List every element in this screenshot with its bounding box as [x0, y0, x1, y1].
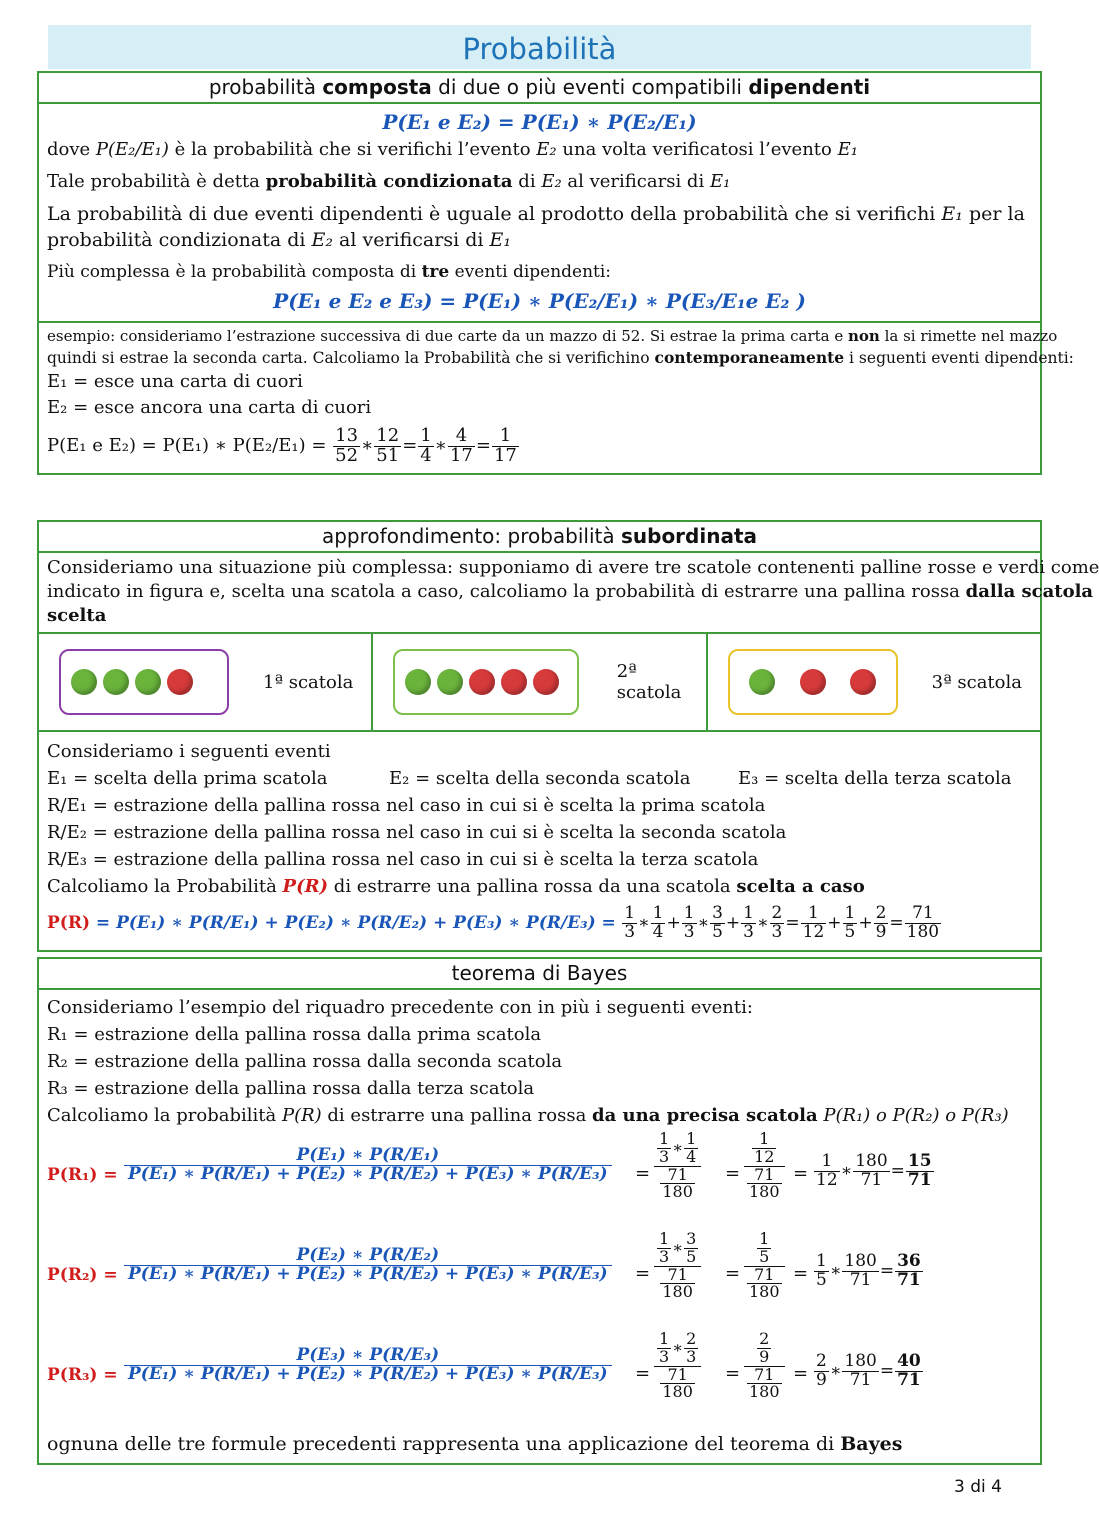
red-ball: [501, 669, 527, 695]
bayes-formulas: [47, 1129, 1032, 1429]
red-ball: [167, 669, 193, 695]
green-ball: [135, 669, 161, 695]
bayes-main-fraction: $\frac{\text{P(E₃) ∗ P(R/E₃)}}{\text{P(E₁) ∗ P(R/E₁) + P(E₂) ∗ P(R/E₂) + P(E₃) ∗ P(R/E₃)}}$: [124, 1347, 612, 1384]
bayes-calc: Calcoliamo la probabilità P(R) di estrarre una pallina rossa da una precisa scatola P(R₁) o P(R₂) o P(R₃): [47, 1105, 1009, 1126]
green-ball: [103, 669, 129, 695]
text-prodotto: La probabilità di due eventi dipendenti è uguale al prodotto della probabilità che si verifichi E₁ per la: [47, 203, 1025, 225]
scatola-2: [373, 634, 707, 730]
formula-main: P(E₁ e E₂) = P(E₁) ∗ P(E₂/E₁): [382, 110, 697, 134]
bayes-footer: ognuna delle tre formule precedenti rappresenta una applicazione del teorema di Bayes: [47, 1433, 903, 1455]
bayes-compound-fraction: $\frac{1}{3}$ ∗ $\frac{2}{3}$ $\frac{71}{180}$: [654, 1331, 701, 1401]
box-teorema-bayes: [37, 957, 1042, 1465]
box-header: teorema di Bayes: [39, 959, 1040, 990]
bayes-lhs: P(R₃) =: [47, 1365, 118, 1385]
bayes-r3: R₃ = estrazione della pallina rossa dalla terza scatola: [47, 1078, 535, 1099]
scatola-1: [39, 634, 373, 730]
example-section: [39, 323, 1074, 473]
formula-tre: P(E₁ e E₂ e E₃) = P(E₁) ∗ P(E₂/E₁) ∗ P(E₃/E₁e E₂ ): [273, 289, 806, 313]
green-ball: [71, 669, 97, 695]
page-number: 3 di 4: [954, 1477, 1002, 1497]
text-dove: dove P(E₂/E₁) è la probabilità che si verifichi l’evento E₂ una volta verificatosi l’evento E₁: [47, 139, 858, 160]
calc-line: Calcoliamo la Probabilità P(R) di estrarre una pallina rossa da una scatola scelta a caso: [47, 876, 865, 897]
bayes-lhs: P(R₂) =: [47, 1265, 118, 1285]
scatola-3-box: [728, 649, 898, 715]
bayes-row-3: P(R₃) = $\frac{\text{P(E₃) ∗ P(R/E₃)}}{\text{P(E₁) ∗ P(R/E₁) + P(E₂) ∗ P(R/E₂) + P(E₃) ∗ P(R/E₃)}}$ = $\frac{1}{3}$ ∗ $\frac{2}{3}$ $\frac{71}{180}$ = $\frac{\frac{2}{9}}{\frac{71}{180}}$ = $\frac{2}{9}$ ∗ $\frac{180}{71}$ = $\frac{40}{71}$: [47, 1329, 1032, 1429]
intro-section: [39, 553, 1099, 634]
intro-line-1: Consideriamo una situazione più complessa: supponiamo di avere tre scatole contenenti palline rosse e verdi come: [47, 557, 1099, 578]
intro-line-2: indicato in figura e, scelta una scatola a caso, calcoliamo la probabilità di estrarre una pallina rossa dalla scatola: [47, 581, 1094, 602]
red-ball: [800, 669, 826, 695]
example-calculation: P(E₁ e E₂) = P(E₁) ∗ P(E₂/E₁) = $\frac{13}{52}$ ∗ $\frac{12}{51}$ = $\frac{1}{4}$ ∗ $\frac{4}{17}$ = $\frac{1}{17}$: [47, 424, 517, 466]
red-ball: [533, 669, 559, 695]
bayes-main-fraction: $\frac{\text{P(E₁) ∗ P(R/E₁)}}{\text{P(E₁) ∗ P(R/E₁) + P(E₂) ∗ P(R/E₂) + P(E₃) ∗ P(R/E₃)}}$: [124, 1147, 612, 1184]
box-header: approfondimento: probabilità subordinata: [39, 522, 1040, 553]
event-e2: E₂ = esce ancora una carta di cuori: [47, 397, 372, 418]
example-line-1: esempio: consideriamo l’estrazione successiva di due carte da un mazzo di 52. Si estrae la prima carta e non la si rimette nel mazzo: [47, 327, 1058, 345]
bayes-product: $\frac{1}{12}$ ∗ $\frac{180}{71}$ = $\frac{15}{71}$: [816, 1151, 932, 1190]
event-e1: E₁ = esce una carta di cuori: [47, 371, 303, 392]
events-section: [39, 732, 1040, 950]
bayes-r2: R₂ = estrazione della pallina rossa dalla seconda scatola: [47, 1051, 563, 1072]
box-probabilita-composta: [37, 71, 1074, 475]
bayes-simplified-fraction: $\frac{\frac{1}{12}}{\frac{71}{180}}$: [744, 1131, 785, 1201]
green-ball: [437, 669, 463, 695]
bayes-product: $\frac{1}{5}$ ∗ $\frac{180}{71}$ = $\frac{36}{71}$: [816, 1251, 921, 1290]
bayes-intro: Consideriamo l’esempio del riquadro precedente con in più i seguenti eventi:: [47, 997, 753, 1018]
bayes-simplified-fraction: $\frac{\frac{2}{9}}{\frac{71}{180}}$: [744, 1331, 785, 1401]
bayes-simplified-fraction: $\frac{\frac{1}{5}}{\frac{71}{180}}$: [744, 1231, 785, 1301]
text-prodotto-2: probabilità condizionata di E₂ al verificarsi di E₁: [47, 229, 511, 251]
box-probabilita-subordinata: [37, 520, 1099, 952]
bayes-product: $\frac{2}{9}$ ∗ $\frac{180}{71}$ = $\frac{40}{71}$: [816, 1351, 921, 1390]
bayes-r1: R₁ = estrazione della pallina rossa dalla prima scatola: [47, 1024, 542, 1045]
green-ball: [405, 669, 431, 695]
boxes-figure: [39, 634, 1040, 732]
scatola-1-box: [59, 649, 229, 715]
text-tre: Più complessa è la probabilità composta di tre eventi dipendenti:: [47, 262, 612, 282]
bayes-row-1: P(R₁) = $\frac{\text{P(E₁) ∗ P(R/E₁)}}{\text{P(E₁) ∗ P(R/E₁) + P(E₂) ∗ P(R/E₂) + P(E₃) ∗ P(R/E₃)}}$ = $\frac{1}{3}$ ∗ $\frac{1}{4}$ $\frac{71}{180}$ = $\frac{\frac{1}{12}}{\frac{71}{180}}$ = $\frac{1}{12}$ ∗ $\frac{180}{71}$ = $\frac{15}{71}$: [47, 1129, 1032, 1229]
scatola-3-label: 3ª scatola: [931, 671, 1022, 693]
intro-line-3: scelta: [47, 605, 107, 626]
definition-section: [39, 104, 1040, 323]
bayes-compound-fraction: $\frac{1}{3}$ ∗ $\frac{3}{5}$ $\frac{71}{180}$: [654, 1231, 701, 1301]
events-intro: Consideriamo i seguenti eventi: [47, 741, 331, 762]
pr-formula: P(R) = P(E₁) ∗ P(R/E₁) + P(E₂) ∗ P(R/E₂) + P(E₃) ∗ P(R/E₃) = $\frac{1}{3}$ ∗ $\frac{1}{4}$ + $\frac{1}{3}$ ∗ $\frac{3}{5}$ + $\frac{1}{3}$ ∗ $\frac{2}{3}$ = $\frac{1}{12}$ + $\frac{1}{5}$ + $\frac{2}{9}$ = $\frac{71}{180}$: [47, 903, 940, 942]
page-title: Probabilità: [48, 25, 1031, 69]
event-r3: R/E₃ = estrazione della pallina rossa nel caso in cui si è scelta la terza scatola: [47, 849, 759, 870]
scatola-3: [708, 634, 1040, 730]
red-ball: [850, 669, 876, 695]
bayes-main-fraction: $\frac{\text{P(E₂) ∗ P(R/E₂)}}{\text{P(E₁) ∗ P(R/E₁) + P(E₂) ∗ P(R/E₂) + P(E₃) ∗ P(R/E₃)}}$: [124, 1247, 612, 1284]
box-header: probabilità composta di due o più eventi compatibili dipendenti: [39, 73, 1040, 104]
event-r1: R/E₁ = estrazione della pallina rossa nel caso in cui si è scelta la prima scatola: [47, 795, 766, 816]
scatola-2-label: 2ª scatola: [616, 661, 682, 703]
red-ball: [469, 669, 495, 695]
scatola-2-box: [393, 649, 578, 715]
scatola-1-label: 1ª scatola: [263, 671, 354, 693]
event-r2: R/E₂ = estrazione della pallina rossa nel caso in cui si è scelta la seconda scatola: [47, 822, 787, 843]
bayes-section: [39, 990, 1040, 1463]
bayes-compound-fraction: $\frac{1}{3}$ ∗ $\frac{1}{4}$ $\frac{71}{180}$: [654, 1131, 701, 1201]
text-tale: Tale probabilità è detta probabilità condizionata di E₂ al verificarsi di E₁: [47, 171, 731, 192]
bayes-row-2: P(R₂) = $\frac{\text{P(E₂) ∗ P(R/E₂)}}{\text{P(E₁) ∗ P(R/E₁) + P(E₂) ∗ P(R/E₂) + P(E₃) ∗ P(R/E₃)}}$ = $\frac{1}{3}$ ∗ $\frac{3}{5}$ $\frac{71}{180}$ = $\frac{\frac{1}{5}}{\frac{71}{180}}$ = $\frac{1}{5}$ ∗ $\frac{180}{71}$ = $\frac{36}{71}$: [47, 1229, 1032, 1329]
bayes-lhs: P(R₁) =: [47, 1165, 118, 1185]
events-e: E₁ = scelta della prima scatola E₂ = scelta della seconda scatola E₃ = scelta della terza scatola: [47, 768, 1012, 789]
example-line-2: quindi si estrae la seconda carta. Calcoliamo la Probabilità che si verifichino contemporaneamente i seguenti eventi dipendenti:: [47, 348, 1074, 367]
green-ball: [749, 669, 775, 695]
